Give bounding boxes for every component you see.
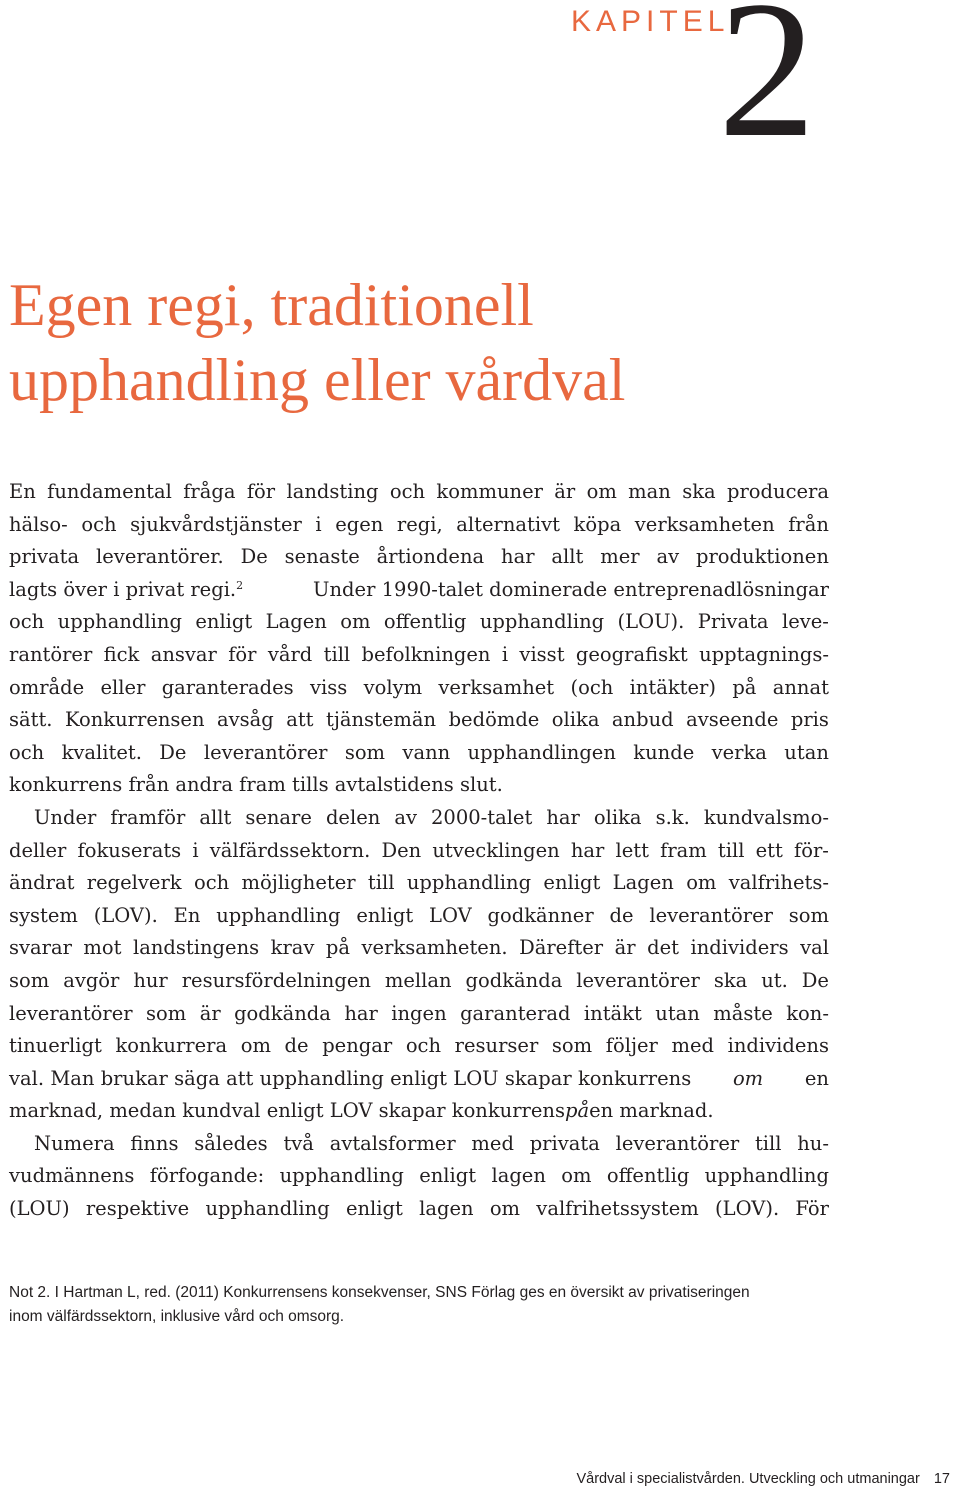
- word: fundamental: [47, 480, 172, 503]
- page-number: 17: [933, 1471, 950, 1487]
- text-line: [9, 867, 829, 900]
- word: senaste: [284, 545, 360, 569]
- text-line: [9, 737, 829, 770]
- word: Lagen: [612, 871, 674, 895]
- word: ett: [755, 838, 783, 862]
- word: skapar: [504, 1066, 572, 1090]
- word: (LOV).: [715, 1197, 780, 1221]
- word: ingen: [391, 1001, 447, 1025]
- text-line: [9, 1128, 829, 1161]
- word: och: [405, 1034, 442, 1058]
- word: lagen: [491, 1164, 546, 1188]
- word: volym: [363, 675, 423, 699]
- word: produktionen: [696, 545, 829, 569]
- word: upphandling: [704, 1164, 829, 1188]
- word: privata: [9, 545, 80, 569]
- word: val.: [9, 1066, 45, 1090]
- footnote: [9, 1281, 839, 1329]
- word: vudmännens: [9, 1164, 135, 1188]
- chapter-label: KAPITEL: [571, 5, 730, 38]
- word: ansvar: [150, 642, 217, 666]
- word: är: [614, 936, 636, 960]
- word: intäkter): [629, 675, 716, 699]
- text-line: [9, 476, 829, 509]
- word: individens: [727, 1034, 829, 1058]
- text-line: konkurrens från andra fram tills avtalstidens slut.: [9, 773, 503, 797]
- chapter-title: [9, 268, 869, 418]
- text-run: [9, 1063, 691, 1096]
- word: upphandling: [216, 903, 341, 927]
- word: upphandling: [205, 1197, 330, 1221]
- word: 1990-talet: [381, 577, 483, 601]
- word: mer: [600, 545, 640, 569]
- word: två: [283, 1131, 314, 1155]
- word: enligt: [356, 903, 414, 927]
- text-line: [9, 541, 829, 574]
- word: med: [671, 1034, 714, 1058]
- word: (och: [570, 675, 614, 699]
- word: är: [554, 480, 576, 503]
- word: Under: [34, 805, 97, 829]
- word: landsting: [286, 480, 379, 503]
- word: upphandlingen: [467, 740, 616, 764]
- word: och: [193, 871, 230, 895]
- word: att: [286, 708, 314, 732]
- word: årtiondena: [376, 545, 485, 569]
- word: godkända: [465, 968, 563, 992]
- word: fokuserats: [77, 838, 182, 862]
- word: i: [315, 512, 322, 536]
- word: anbud: [611, 708, 674, 732]
- word: fråga: [183, 480, 236, 503]
- word: kon-: [786, 1001, 829, 1025]
- word: En: [173, 903, 201, 927]
- word: olika: [593, 805, 642, 829]
- word: Konkurrensen: [64, 708, 205, 732]
- word: deller: [9, 838, 67, 862]
- text-line: [9, 574, 829, 607]
- text-line: [9, 932, 829, 965]
- word: att: [226, 1066, 254, 1090]
- word: verksamheten: [634, 512, 775, 536]
- word: leverantörer: [203, 740, 328, 764]
- word: kvalitet.: [61, 740, 142, 764]
- word: visst: [519, 642, 565, 666]
- word: pris: [790, 708, 829, 732]
- word: om: [240, 1034, 271, 1058]
- word: och: [81, 512, 117, 536]
- word: egen: [335, 512, 384, 536]
- word: förfogande:: [149, 1164, 265, 1188]
- word: har: [501, 545, 535, 569]
- word: enligt: [419, 1164, 477, 1188]
- word: producera: [727, 480, 829, 503]
- word: krav: [270, 936, 315, 960]
- word: köpa: [573, 512, 622, 536]
- chapter-header: [0, 0, 960, 178]
- word: svarar: [9, 936, 72, 960]
- text-line: [9, 509, 829, 542]
- word: De: [240, 545, 268, 569]
- word: kunde: [633, 740, 695, 764]
- text-line: [9, 1095, 829, 1128]
- word: mot: [83, 936, 122, 960]
- word: om: [340, 610, 371, 634]
- text-line: [9, 835, 829, 868]
- word: leverantörer: [9, 1001, 133, 1025]
- word: lett: [615, 838, 649, 862]
- word: bedömde: [448, 708, 540, 732]
- word: de: [284, 1034, 309, 1058]
- word: man: [628, 480, 671, 503]
- word: kommuner: [436, 480, 543, 503]
- word: enligt: [390, 1066, 448, 1090]
- word: lagen: [419, 1197, 474, 1221]
- text-line: [9, 704, 829, 737]
- word: eller: [100, 675, 146, 699]
- word: hälso-: [9, 512, 68, 536]
- word: som: [146, 1001, 187, 1025]
- word: på: [325, 936, 351, 960]
- word: offentlig: [383, 610, 467, 634]
- word: leve-: [781, 610, 829, 634]
- word: utvecklingen: [432, 838, 560, 862]
- word: således: [194, 1131, 268, 1155]
- text-line: [9, 1160, 829, 1193]
- word: leverantörer: [576, 968, 700, 992]
- word: En: [9, 480, 36, 503]
- word: avtalsformer: [329, 1131, 456, 1155]
- word: på: [732, 675, 757, 699]
- word: tinuerligt: [9, 1034, 102, 1058]
- word: garanterad: [460, 1001, 571, 1025]
- word: för: [228, 642, 257, 666]
- word: vård: [267, 642, 313, 666]
- word: har: [570, 838, 605, 862]
- word: för: [246, 480, 276, 503]
- word: som: [788, 903, 829, 927]
- word: viss: [309, 675, 348, 699]
- word: sätt.: [9, 708, 53, 732]
- footnote-ref: 2: [236, 578, 244, 592]
- word: av: [656, 545, 680, 569]
- body-text: [9, 476, 829, 1226]
- word: LOV: [429, 903, 472, 927]
- word: upphandling: [57, 610, 182, 634]
- word: avseende: [686, 708, 779, 732]
- word: kundvalsmo-: [703, 805, 829, 829]
- word: pengar: [322, 1034, 393, 1058]
- word: alternativt: [456, 512, 560, 536]
- word: Den: [381, 838, 422, 862]
- word: om: [561, 1164, 592, 1188]
- word: olika: [551, 708, 600, 732]
- chapter-title-line: upphandling eller vårdval: [9, 347, 626, 413]
- word: Man: [50, 1066, 95, 1090]
- word: och: [389, 480, 426, 503]
- word: annat: [772, 675, 829, 699]
- text-line: [9, 965, 829, 998]
- word: ska: [682, 480, 716, 503]
- word: resurser: [454, 1034, 539, 1058]
- text-run: lagts över i privat regi.$^2$: [9, 577, 244, 601]
- word: leverantörer: [649, 903, 773, 927]
- word: verksamhet: [438, 675, 555, 699]
- word: konkurrera: [115, 1034, 228, 1058]
- emphasis: på: [565, 1099, 590, 1123]
- word: enligt: [543, 871, 601, 895]
- word: s.k.: [655, 805, 690, 829]
- word: om: [489, 1197, 521, 1221]
- footnote-line: Not 2. I Hartman L, red. (2011) Konkurrensens konsekvenser, SNS Förlag ges en översikt av privatiseringen: [9, 1284, 750, 1301]
- text-run: en marknad.: [589, 1099, 714, 1123]
- word: framför: [110, 805, 186, 829]
- word: till: [367, 871, 395, 895]
- word: upphandling: [279, 1164, 404, 1188]
- word: hu-: [797, 1131, 829, 1155]
- word: allt: [551, 545, 584, 569]
- text-line: [9, 1030, 829, 1063]
- text-line: [9, 1193, 829, 1226]
- word: som: [9, 968, 50, 992]
- word: möjligheter: [241, 871, 356, 895]
- word: om: [686, 871, 717, 895]
- word: (LOU): [9, 1197, 70, 1221]
- word: landstingens: [133, 936, 260, 960]
- word: delen: [325, 805, 381, 829]
- footnote-line: inom välfärdssektorn, inklusive vård och omsorg.: [9, 1308, 345, 1325]
- word: regelverk: [86, 871, 182, 895]
- word: hur: [133, 968, 168, 992]
- word: system: [9, 903, 78, 927]
- word: garanterades: [161, 675, 294, 699]
- word: entreprenadlösningar: [613, 577, 829, 601]
- word: enligt: [345, 1197, 403, 1221]
- word: sjukvårdstjänster: [130, 512, 302, 536]
- word: i: [501, 642, 509, 666]
- word: För: [795, 1197, 829, 1221]
- word: till: [717, 838, 745, 862]
- word: (LOU).: [617, 610, 685, 634]
- word: i: [192, 838, 199, 862]
- word: av: [394, 805, 417, 829]
- word: utan: [655, 1001, 700, 1025]
- book-subtitle: Utveckling och utmaningar: [748, 1471, 920, 1487]
- text-line: [9, 802, 829, 835]
- word: tjänstemän: [325, 708, 437, 732]
- word: resursfördelningen: [181, 968, 371, 992]
- text-line: [9, 639, 829, 672]
- word: privata: [529, 1131, 600, 1155]
- word: avgör: [63, 968, 120, 992]
- word: De: [159, 740, 187, 764]
- word: intäkt: [583, 1001, 642, 1025]
- word: Under: [313, 577, 376, 601]
- word: Lagen: [265, 610, 327, 634]
- word: fram: [660, 838, 707, 862]
- word: upphandling: [479, 610, 605, 634]
- word: avsåg: [217, 708, 274, 732]
- word: rantörer: [9, 642, 93, 666]
- word: brukar: [100, 1066, 168, 1090]
- word: valfrihets-: [728, 871, 829, 895]
- word: vann: [402, 740, 451, 764]
- word: mellan: [384, 968, 452, 992]
- word: valfrihetssystem: [536, 1197, 699, 1221]
- word: konkurrens: [577, 1066, 692, 1090]
- word: och: [9, 610, 45, 634]
- word: upphandling: [259, 1066, 384, 1090]
- word: enligt: [195, 610, 253, 634]
- word: verka: [711, 740, 767, 764]
- word: välfärdssektorn.: [209, 838, 371, 862]
- word: 2000-talet: [431, 805, 533, 829]
- word: måste: [713, 1001, 773, 1025]
- text-line: [9, 998, 829, 1031]
- word: regi,: [396, 512, 443, 536]
- word: De: [801, 968, 829, 992]
- text-line: [9, 672, 829, 705]
- word: utan: [784, 740, 829, 764]
- word: LOU: [453, 1066, 499, 1090]
- word: har: [546, 805, 580, 829]
- word: som: [551, 1034, 593, 1058]
- word: upptagnings-: [699, 642, 829, 666]
- word: de: [609, 903, 634, 927]
- word: (LOV).: [93, 903, 158, 927]
- word: Därefter: [519, 936, 604, 960]
- word: säga: [174, 1066, 220, 1090]
- emphasis: om: [732, 1066, 764, 1090]
- word: det: [647, 936, 679, 960]
- text-line: [9, 1063, 829, 1096]
- word: är: [199, 1001, 221, 1025]
- word: från: [788, 512, 829, 536]
- word: ska: [713, 968, 748, 992]
- word: ändrat: [9, 871, 75, 895]
- word: offentlig: [606, 1164, 690, 1188]
- word: senare: [245, 805, 312, 829]
- word: leverantörer.: [96, 545, 224, 569]
- word: med: [471, 1131, 514, 1155]
- word: ut.: [761, 968, 788, 992]
- word: till: [323, 642, 351, 666]
- word: respektive: [85, 1197, 190, 1221]
- text-run: [313, 574, 829, 607]
- text-run: marknad, medan kundval enligt LOV skapar konkurrens: [9, 1099, 565, 1123]
- word: fick: [103, 642, 140, 666]
- word: Numera: [34, 1131, 115, 1155]
- word: om: [586, 480, 617, 503]
- word: Privata: [697, 610, 769, 634]
- word: godkända: [234, 1001, 331, 1025]
- word: verksamheten.: [361, 936, 508, 960]
- word: leverantörer: [615, 1131, 740, 1155]
- word: godkänner: [487, 903, 594, 927]
- book-title: Vårdval i specialistvården.: [576, 1471, 745, 1487]
- word: följer: [605, 1034, 658, 1058]
- word: och: [9, 740, 45, 764]
- word: dominerade: [489, 577, 608, 601]
- word: individers: [690, 936, 789, 960]
- chapter-number: 2: [718, 0, 816, 178]
- word: som: [344, 740, 386, 764]
- word: geografiskt: [575, 642, 688, 666]
- word: område: [9, 675, 85, 699]
- word: har: [344, 1001, 378, 1025]
- word: finns: [130, 1131, 179, 1155]
- word: upphandling: [406, 871, 532, 895]
- text-line: [9, 900, 829, 933]
- running-footer: [576, 1469, 950, 1489]
- word: val: [800, 936, 829, 960]
- chapter-title-line: Egen regi, traditionell: [9, 272, 534, 338]
- word: till: [754, 1131, 782, 1155]
- word: allt: [199, 805, 232, 829]
- text-run: en: [804, 1066, 829, 1090]
- word: för-: [794, 838, 829, 862]
- text-line: [9, 606, 829, 639]
- word: befolkningen: [361, 642, 491, 666]
